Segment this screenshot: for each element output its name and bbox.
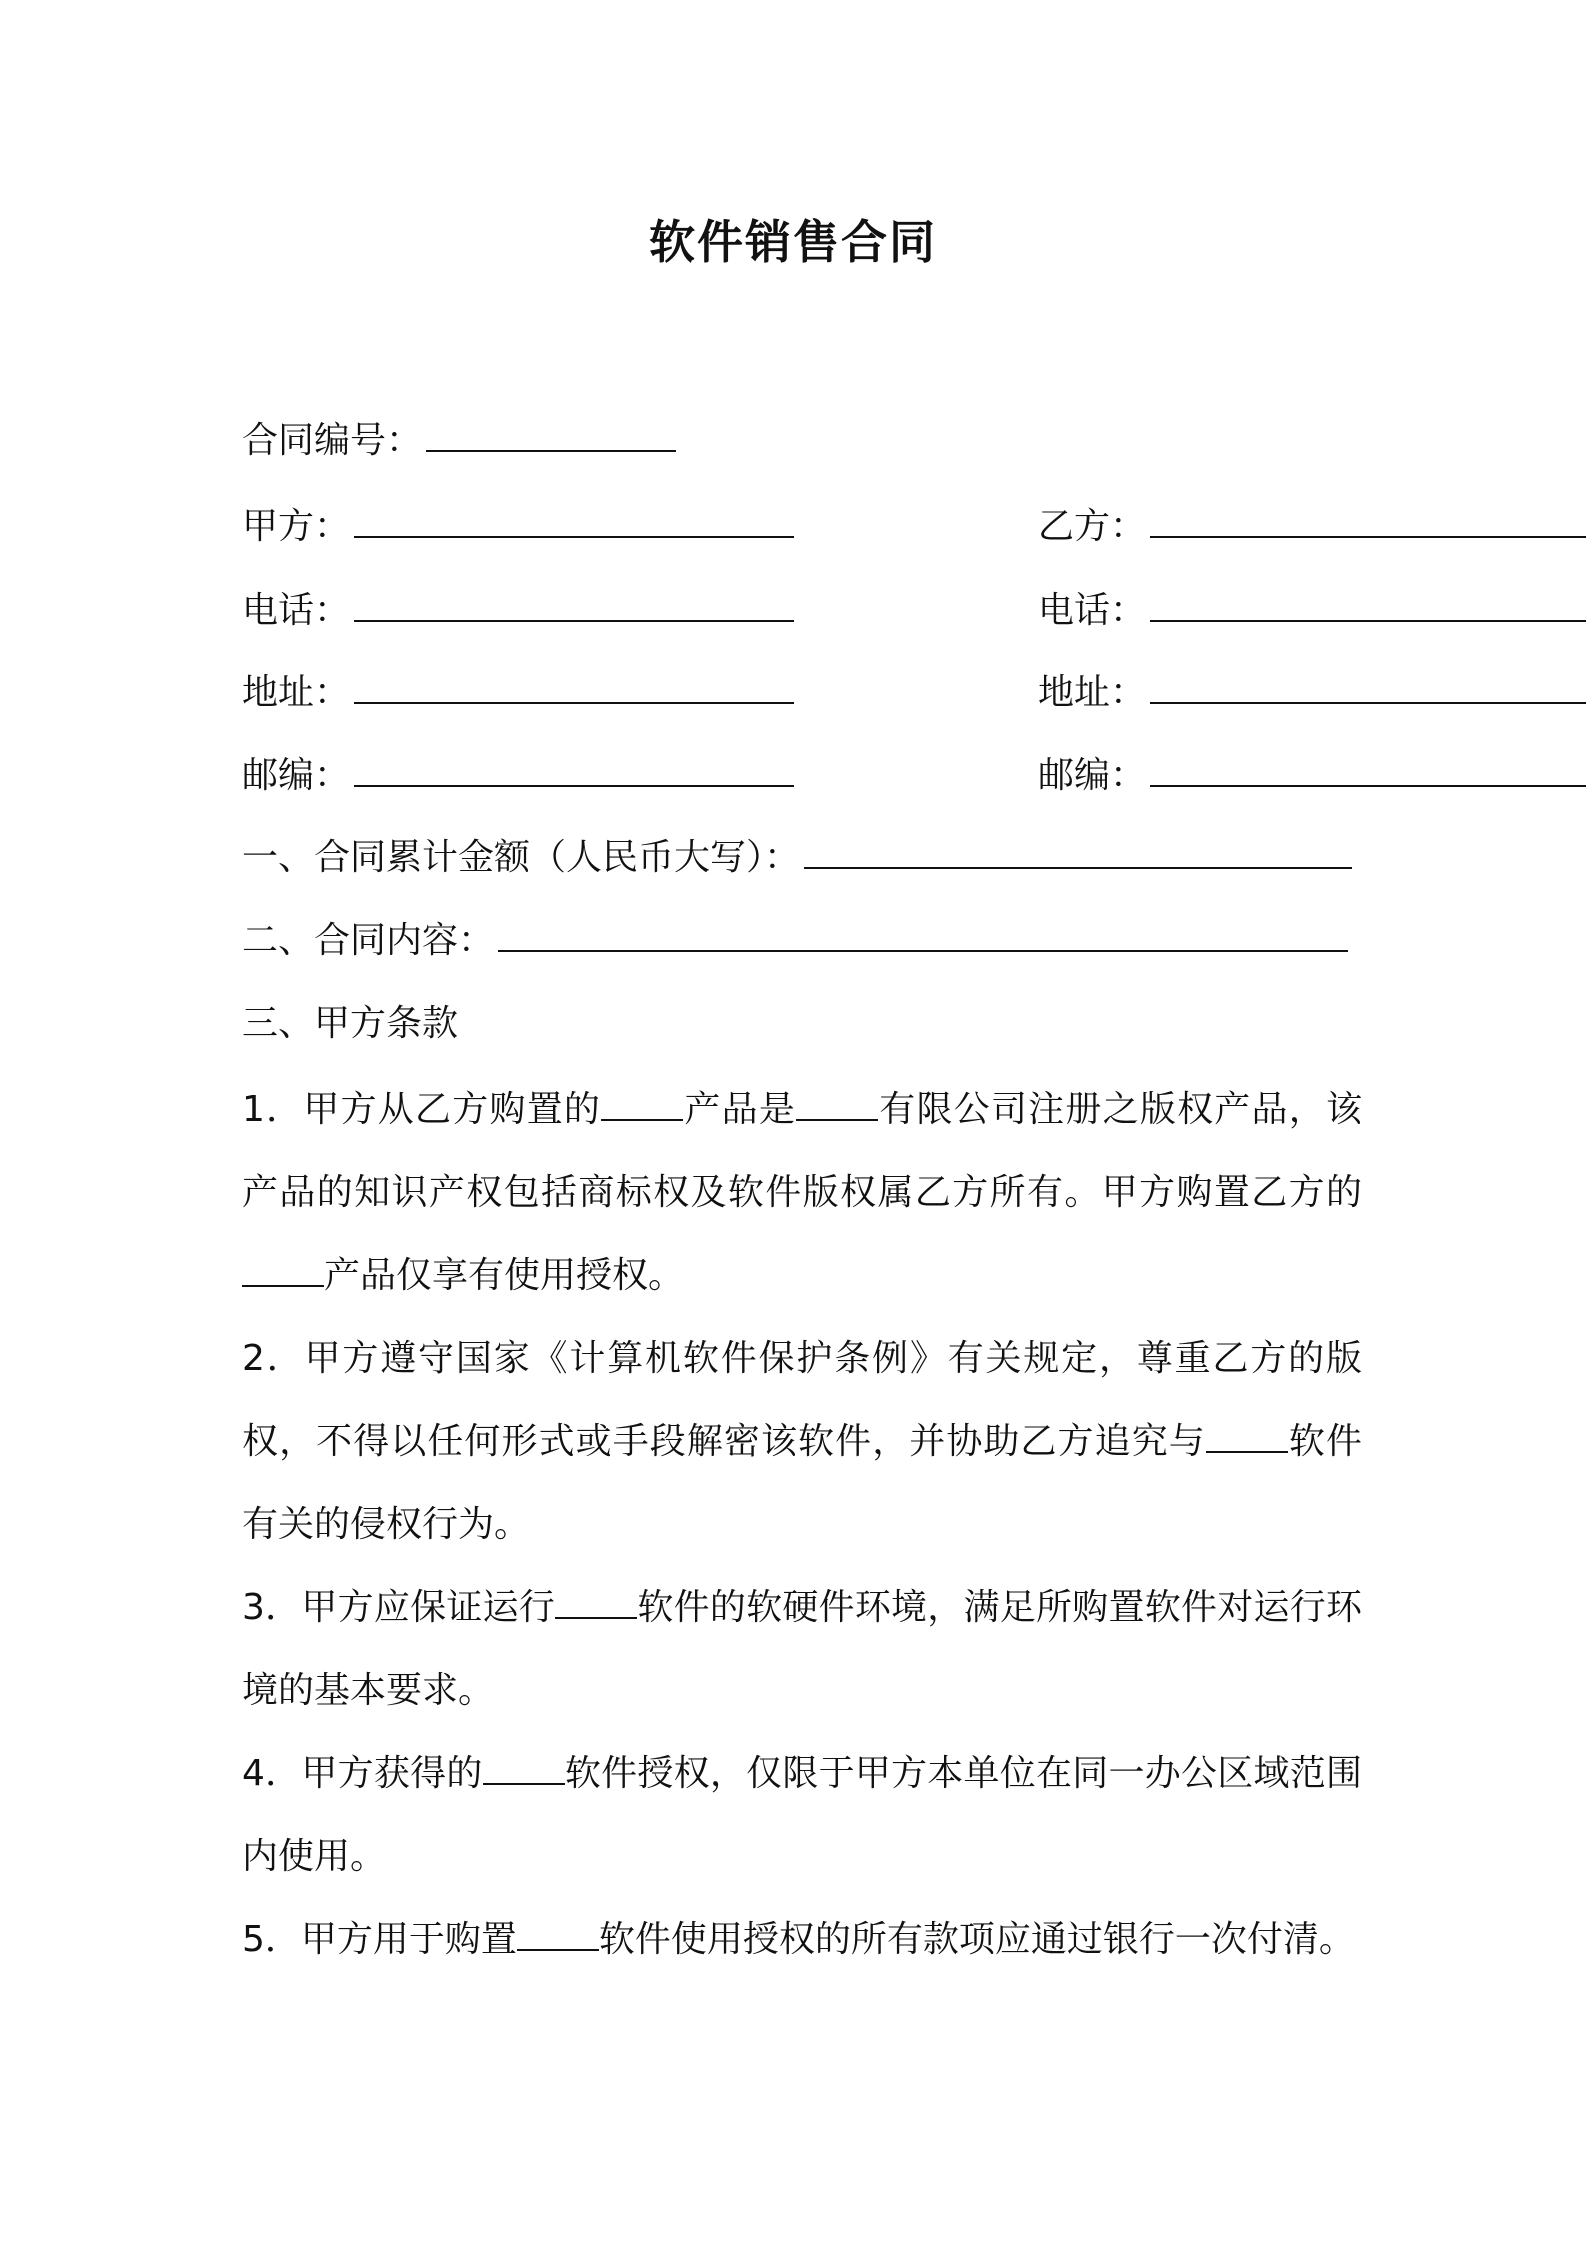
clause-3-blank-1[interactable]: [555, 1587, 637, 1619]
contract-amount-blank[interactable]: [804, 833, 1352, 869]
party-b-phone-label: 电话：: [1038, 590, 1147, 631]
clause-1-blank-1[interactable]: [601, 1089, 683, 1121]
party-a-phone-blank[interactable]: [354, 586, 794, 622]
clause-4-blank-1[interactable]: [483, 1753, 565, 1785]
party-a-name-blank[interactable]: [354, 502, 794, 538]
clause-1-text-4: 产品仅享有使用授权。: [324, 1255, 685, 1296]
party-b-name-blank[interactable]: [1150, 502, 1586, 538]
clause-5-blank-1[interactable]: [517, 1919, 599, 1951]
clause-2-text-1: 2．甲方遵守国家《计算机软件保护条例》有关规定，尊重乙方的版权，不得以任何形式或手段解密该软件，并协助乙方追究与: [242, 1338, 1362, 1462]
clause-2: [242, 1317, 1362, 1566]
clause-1-text-3: 有限公司注册之版权产品，该产品的知识产权包括商标权及软件版权属乙方所有。甲方购置乙方的: [242, 1089, 1362, 1213]
party-a-name-label: 甲方：: [242, 506, 351, 547]
clause-2-text-2: 软件有关的侵权行为。: [242, 1421, 1362, 1545]
party-a-address-blank[interactable]: [354, 668, 794, 704]
clause-1: [242, 1068, 1362, 1317]
party-postcode-row: [242, 751, 1147, 800]
clause-5-text-2: 软件使用授权的所有款项应通过银行一次付清。: [598, 1919, 1355, 1960]
party-a-address-label: 地址：: [242, 672, 351, 713]
clause-1-blank-3[interactable]: [242, 1255, 324, 1287]
clause-5-text-1: 5．甲方用于购置: [242, 1919, 517, 1960]
contract-no-blank[interactable]: [426, 416, 676, 452]
clause-2-blank-1[interactable]: [1206, 1421, 1288, 1453]
party-b-phone-blank[interactable]: [1150, 586, 1586, 622]
clause-3: [242, 1566, 1362, 1732]
document-title: 软件销售合同: [649, 215, 937, 269]
section-1-label: 一、合同累计金额（人民币大写）：: [242, 837, 801, 878]
clause-3-text-1: 3．甲方应保证运行: [242, 1587, 556, 1628]
clause-4: [242, 1732, 1362, 1898]
contract-no-label: 合同编号：: [242, 420, 423, 461]
party-a-postcode-blank[interactable]: [354, 751, 794, 787]
contract-content-blank[interactable]: [498, 916, 1348, 952]
party-name-row: [242, 502, 1147, 551]
section-2-label: 二、合同内容：: [242, 920, 495, 961]
clause-4-text-2: 软件授权，仅限于甲方本单位在同一办公区域范围内使用。: [242, 1753, 1362, 1877]
party-a-phone-label: 电话：: [242, 590, 351, 631]
party-b-postcode-label: 邮编：: [1038, 755, 1147, 796]
section-2-row: [242, 916, 1348, 965]
clause-1-text-1: 1．甲方从乙方购置的: [242, 1089, 602, 1130]
party-b-name-label: 乙方：: [1038, 506, 1147, 547]
clause-4-text-1: 4．甲方获得的: [242, 1753, 483, 1794]
party-b-postcode-blank[interactable]: [1150, 751, 1586, 787]
clause-1-text-2: 产品是: [683, 1089, 797, 1130]
party-phone-row: [242, 586, 1147, 635]
clause-3-text-2: 软件的软硬件环境，满足所购置软件对运行环境的基本要求。: [242, 1587, 1362, 1711]
party-b-address-label: 地址：: [1038, 672, 1147, 713]
section-3-heading: 三、甲方条款: [242, 1003, 459, 1044]
clause-5: [242, 1898, 1382, 1981]
clause-1-blank-2[interactable]: [796, 1089, 878, 1121]
party-b-address-blank[interactable]: [1150, 668, 1586, 704]
party-a-postcode-label: 邮编：: [242, 755, 351, 796]
section-1-row: [242, 833, 1352, 882]
contract-no-row: [242, 416, 676, 465]
party-address-row: [242, 668, 1147, 717]
